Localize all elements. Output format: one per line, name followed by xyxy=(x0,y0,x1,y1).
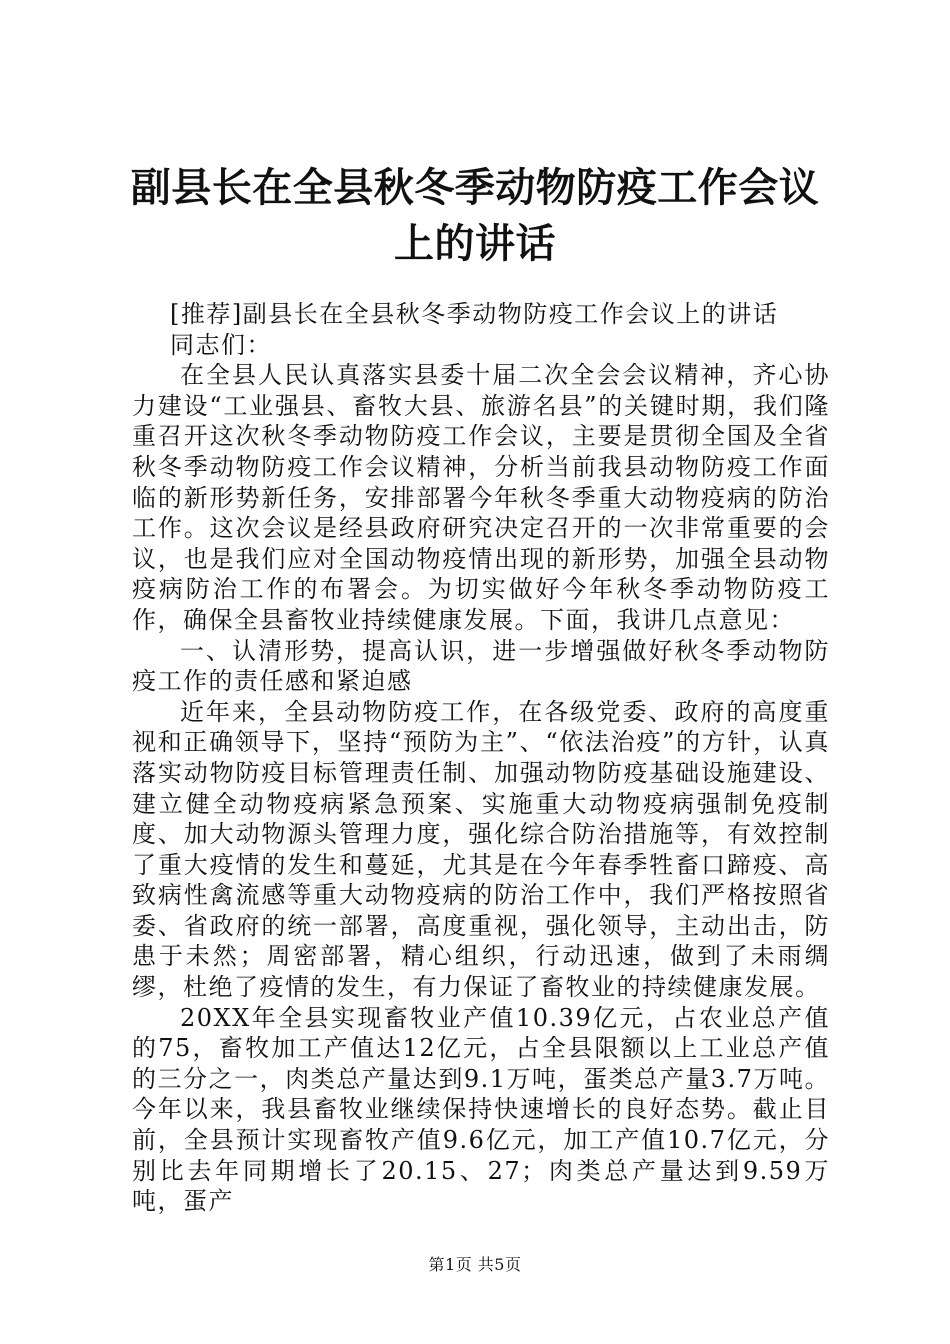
salutation: 同志们： xyxy=(170,330,272,359)
document-title: 副县长在全县秋冬季动物防疫工作会议上的讲话 xyxy=(130,164,820,267)
page-footer: 第1页 共5页 xyxy=(428,1255,522,1274)
document-body xyxy=(132,299,830,1217)
section-heading: 一、认清形势，提高认识，进一步增强做好秋冬季动物防疫工作的责任感和紧迫感 xyxy=(132,636,830,696)
paragraph: 近年来，全县动物防疫工作，在各级党委、政府的高度重视和正确领导下，坚持“预防为主”、“依法治疫”的方针，认真落实动物防疫目标管理责任制、加强动物防疫基础设施建设、建立健全动物疫病紧急预案、实施重大动物疫病强制免疫制度、加大动物源头管理力度，强化综合防治措施等，有效控制了重大疫情的发生和蔓延，尤其是在今年春季牲畜口蹄疫、高致病性禽流感等重大动物疫病的防治工作中，我们严格按照省委、省政府的统一部署，高度重视，强化领导，主动出击，防患于未然；周密部署，精心组织，行动迅速，做到了未雨绸缪，杜绝了疫情的发生，有力保证了畜牧业的持续健康发展。 xyxy=(132,697,830,1002)
paragraph: 20XX年全县实现畜牧业产值10.39亿元，占农业总产值的75，畜牧加工产值达12亿元，占全县限额以上工业总产值的三分之一，肉类总产量达到9.1万吨，蛋类总产量3.7万吨。今年以来，我县畜牧业继续保持快速增长的良好态势。截止目前，全县预计实现畜牧产值9.6亿元，加工产值10.7亿元，分别比去年同期增长了20.15、27；肉类总产量达到9.59万吨，蛋产 xyxy=(132,1003,830,1216)
intro-line: [推荐]副县长在全县秋冬季动物防疫工作会议上的讲话 xyxy=(170,300,779,328)
paragraph: 在全县人民认真落实县委十届二次全会会议精神，齐心协力建设“工业强县、畜牧大县、旅游名县”的关键时期，我们隆重召开这次秋冬季动物防疫工作会议，主要是贯彻全国及全省秋冬季动物防疫工作会议精神，分析当前我县动物防疫工作面临的新形势新任务，安排部署今年秋冬季重大动物疫病的防治工作。这次会议是经县政府研究决定召开的一次非常重要的会议，也是我们应对全国动物疫情出现的新形势，加强全县动物疫病防治工作的布署会。为切实做好今年秋冬季动物防疫工作，确保全县畜牧业持续健康发展。下面，我讲几点意见： xyxy=(132,361,830,634)
